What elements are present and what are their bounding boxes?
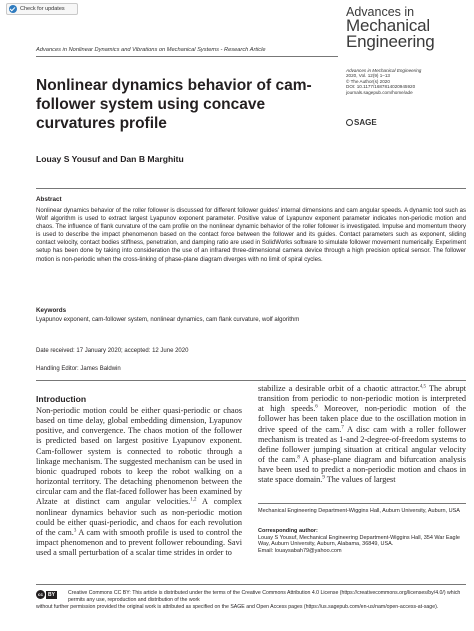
meta-url[interactable]: journals.sagepub.com/home/ade	[346, 89, 413, 95]
abstract-heading: Abstract	[36, 196, 62, 203]
journal-brand-line1: Advances in	[346, 5, 415, 19]
introduction-heading: Introduction	[36, 394, 87, 404]
attribution-icon: BY	[48, 591, 55, 598]
citation-ref[interactable]: 8	[297, 455, 300, 461]
intro-text-segment: Moreover, non-periodic motion of the follower has been taken place due to the oscillation motion in drive speed of the cam.	[258, 404, 466, 434]
journal-brand-line2: Mechanical	[346, 16, 430, 35]
sage-circle-icon	[346, 119, 353, 126]
intro-paragraph-1-cont	[258, 384, 466, 486]
article-title: Nonlinear dynamics behavior of cam-follower system using concave curvatures profile	[36, 77, 312, 132]
sage-logo	[346, 118, 377, 127]
meta-copyright: © The Author(s) 2020	[346, 78, 390, 84]
check-circle-icon	[9, 5, 17, 13]
citation-ref[interactable]: 3	[73, 528, 77, 534]
journal-brand	[346, 6, 468, 50]
intro-text-segment: The abrupt transition from periodic to non-periodic motion is interpreted at high speeds.	[258, 384, 466, 414]
license-block	[36, 584, 466, 624]
citation-ref[interactable]: 1,2	[190, 497, 197, 503]
running-head: Advances in Nonlinear Dynamics and Vibrations on Mechanical Systems - Research Article	[36, 47, 266, 53]
meta-journal-title: Advances in Mechanical Engineering	[346, 68, 422, 73]
handling-editor: Handling Editor: James Baldwin	[36, 366, 121, 372]
intro-text-segment: The values of largest	[324, 475, 396, 485]
sage-wordmark: SAGE	[354, 118, 377, 127]
footnote-divider	[258, 503, 466, 504]
citation-ref[interactable]: 9	[322, 475, 325, 481]
corresponding-author-address: Louay S Yousuf, Mechanical Engineering Department-Wiggins Hall, 354 War Eagle Way, Auburn University, Auburn, Alabama, 36849, USA.	[258, 534, 460, 548]
article-dates: Date received: 17 January 2020; accepted: 12 June 2020	[36, 348, 189, 354]
corresponding-author-email[interactable]: Email: louaysabah79@yahoo.com	[258, 547, 342, 554]
intro-text-segment: A disc cam with a roller follower mechanism is treated as 1-and 2-degree-of-freedom systems to define follower jumping situation at critical angular velocity of the cam.	[258, 424, 466, 465]
license-text-line2: without further permission provided the original work is attributed as specified on the SAGE and Open Access pages (https://us.sagepub.com/en-us/nam/open-access-at-sage).	[36, 604, 439, 610]
intro-paragraph-1	[36, 406, 242, 558]
abstract-text: Nonlinear dynamics behavior of the roller follower is discussed for different follower guides' internal dimensions and cam angular speeds. A dynamic tool such as Wolf algorithm is used to extract largest Lyapunov exponent parameter. Positive value of Lyapunov exponent parameter indicates non-periodic motion and chaos. The influence of flank curvature of the cam profile on the nonlinear dynamic behavior of the roller follower is investigated. Impulse and momentum theory is used to describe the impact phenomenon based on the contact force between the follower and its guides. Contact parameters such as exponent, sliding contact velocity, contact bodies stiffness, penetration, and damping ratio are used in SolidWorks software to simulate follower movement numerically. Experiment setup has been done by taking into consideration the use of an infrared three-dimensional camera device through a high precision optical sensor. The follower motion is non-periodic when the cross-linking of phase-plane diagram diverges with no limit of spiral cycles.	[36, 208, 466, 263]
license-text-line1: Creative Commons CC BY: This article is distributed under the terms of the Creative Commons Attribution 4.0 License (https://creativecommons.org/licenses/by/4.0/) which permits any use, reproduction and distribution of the work	[68, 590, 461, 603]
abstract-top-divider	[36, 188, 466, 189]
meta-doi[interactable]: DOI: 10.1177/1687814020945920	[346, 84, 416, 90]
article-authors: Louay S Yousuf and Dan B Marghitu	[36, 154, 184, 164]
citation-ref[interactable]: 4,5	[419, 384, 426, 390]
intro-text-segment: Non-periodic motion could be either quasi-periodic or chaos based on time delay, global embedding dimension, Lyapunov positive, and convergence. The chaos motion of the follower is predicted based on largest positive Lyapunov exponent. Cam-follower system is connected to robotic through a linkage mechanism. The suggested mechanism can be used in bionic quadruped robots to keep the robot walking on a horizontal territory. The detaching phenomenon between the circular cam and the flat-faced follower has been examined by Alzate at distinct cam angular velocities.	[36, 406, 242, 507]
article-meta	[346, 68, 470, 95]
body-top-divider	[36, 380, 466, 381]
intro-text-segment: A phase-plane diagram and bifurcation analysis have been used to predict a non-periodic motion and chaos in state space domain.	[258, 455, 466, 485]
intro-right-column	[258, 384, 466, 486]
corresponding-author	[258, 528, 466, 554]
corresponding-author-label: Corresponding author:	[258, 528, 318, 534]
check-for-updates-label: Check for updates	[20, 6, 65, 12]
intro-text-segment: A complex nonlinear dynamics behavior such as non-periodic motion could be either quasi-periodic, and chaos for each revolution of the cam.	[36, 497, 242, 537]
cc-by-badge[interactable]	[36, 590, 57, 599]
intro-text-segment: stabilize a desirable orbit of a chaotic attractor.	[258, 384, 420, 393]
citation-ref[interactable]: 6	[315, 404, 318, 410]
keywords-text: Lyapunov exponent, cam-follower system, nonlinear dynamics, cam flank curvature, wolf algorithm	[36, 317, 300, 323]
meta-volume: 2020, Vol. 12(9) 1–13	[346, 73, 390, 79]
intro-left-column	[36, 406, 242, 558]
author-affiliation: Mechanical Engineering Department-Wiggins Hall, Auburn University, Auburn, USA	[258, 508, 460, 514]
header-divider	[36, 56, 338, 57]
keywords-heading: Keywords	[36, 307, 67, 314]
journal-brand-line3: Engineering	[346, 32, 435, 51]
intro-text-segment: A cam with smooth profile is used to control the impact phenomenon and to prevent follower rebounding. Savi used a small perturbation of a scalar time strides in order to	[36, 527, 242, 558]
check-for-updates-badge[interactable]	[6, 3, 78, 15]
citation-ref[interactable]: 7	[341, 424, 344, 430]
creative-commons-icon: cc	[37, 592, 43, 597]
